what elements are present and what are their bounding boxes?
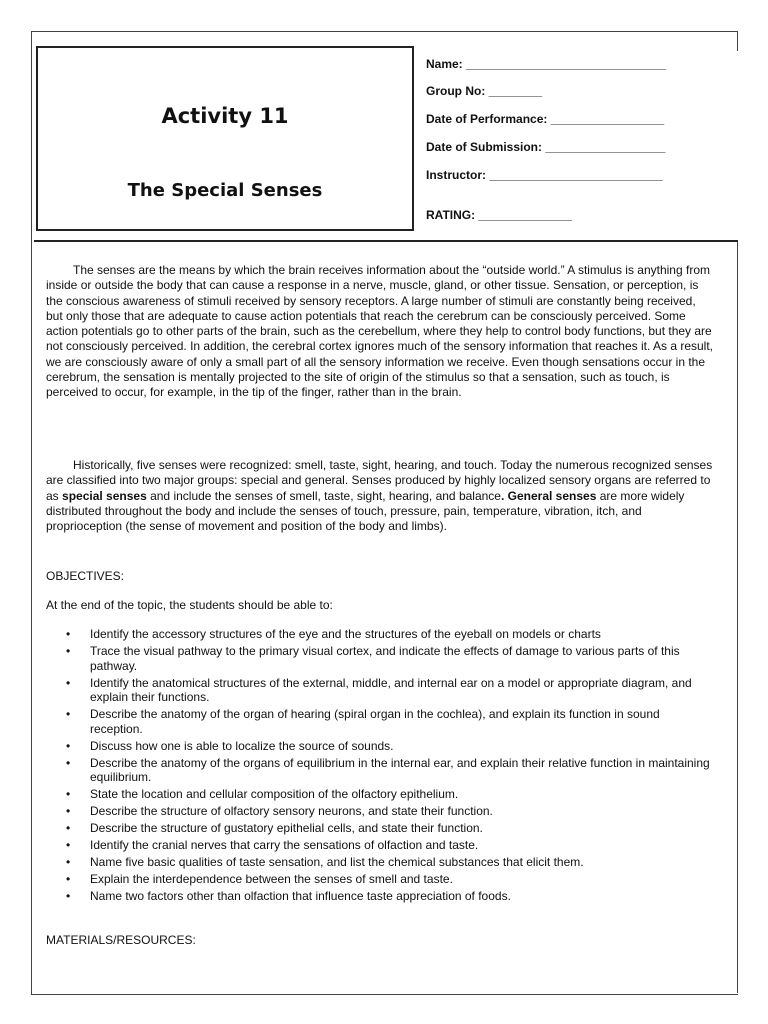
objectives-list bbox=[46, 627, 714, 906]
list-item: • Describe the anatomy of the organs of equilibrium in the internal ear, and explain their relative function in maintaining equilibrium. bbox=[46, 756, 714, 785]
header-divider bbox=[34, 240, 738, 242]
intro-paragraph-1: The senses are the means by which the brain receives information about the “outside world.” A stimulus is anything from inside or outside the body that can cause a response in a nerve, muscle, gland, or other tissue. Sensation, or perception, is the conscious awareness of stimuli received by sensory receptors. A large number of stimuli are constantly being received, but only those that are adequate to cause action potentials that reach the cerebrum can be consciously perceived. Some action potentials go to other parts of the brain, such as the cerebellum, where they help to control body functions, but they are not consciously perceived. In addition, the cerebral cortex ignores much of the sensory information that reaches it. As a result, we are consciously aware of only a small part of all the sensory information we receive. Even though sensations occur in the cerebrum, the sensation is mentally projected to the site of origin of the stimulus so that a sensation, such as touch, is perceived to occur, for example, in the tip of the finger, rather than in the brain. bbox=[46, 263, 714, 400]
page-frame-right-top bbox=[737, 31, 738, 51]
list-item: • Describe the structure of olfactory sensory neurons, and state their function. bbox=[46, 804, 714, 819]
materials-heading: MATERIALS/RESOURCES: bbox=[46, 933, 196, 947]
list-item: • Explain the interdependence between the senses of smell and taste. bbox=[46, 872, 714, 887]
list-item: • Describe the structure of gustatory epithelial cells, and state their function. bbox=[46, 821, 714, 836]
intro-p2-text-c: are more widely distributed throughout the body and include the senses of touch, pressure, pain, temperature, vibration, itch, and proprioception (the sense of movement and position of the body and limbs). bbox=[46, 488, 685, 534]
title-box bbox=[36, 46, 414, 231]
activity-subtitle: The Special Senses bbox=[127, 180, 323, 201]
list-item: • Describe the anatomy of the organ of hearing (spiral organ in the cochlea), and explain its function in sound reception. bbox=[46, 707, 714, 736]
date-of-submission-field[interactable]: Date of Submission: __________________ bbox=[426, 140, 666, 154]
page-frame-right bbox=[737, 240, 738, 993]
intro-p2-text-b: and include the senses of smell, taste, sight, hearing, and balance bbox=[146, 488, 501, 503]
instructor-field[interactable]: Instructor: __________________________ bbox=[426, 168, 663, 182]
date-of-performance-field[interactable]: Date of Performance: _________________ bbox=[426, 112, 665, 126]
group-no-field[interactable]: Group No: ________ bbox=[426, 84, 543, 98]
name-field[interactable]: Name: ______________________________ bbox=[426, 57, 667, 71]
list-item: • Identify the accessory structures of the eye and the structures of the eyeball on models or charts bbox=[46, 627, 714, 642]
objectives-heading: OBJECTIVES: bbox=[46, 569, 125, 583]
activity-title: Activity 11 bbox=[161, 104, 289, 128]
general-senses-term: . General senses bbox=[500, 488, 597, 503]
intro-p2-text-a: Historically, five senses were recognized: smell, taste, sight, hearing, and touch. Today the numerous recognized senses are classified into two major groups: special and general. Senses produced by highly localized sensory organs are referred to as bbox=[46, 458, 713, 503]
intro-paragraph-2 bbox=[46, 458, 714, 534]
list-item: • Identify the anatomical structures of the external, middle, and internal ear on a model or appropriate diagram, and explain their functions. bbox=[46, 676, 714, 705]
special-senses-term: special senses bbox=[62, 488, 147, 503]
list-item: • State the location and cellular composition of the olfactory epithelium. bbox=[46, 787, 714, 802]
list-item: • Identify the cranial nerves that carry the sensations of olfaction and taste. bbox=[46, 838, 714, 853]
list-item: • Name two factors other than olfaction that influence taste appreciation of foods. bbox=[46, 889, 714, 904]
list-item: • Name five basic qualities of taste sensation, and list the chemical substances that elicit them. bbox=[46, 855, 714, 870]
list-item: • Discuss how one is able to localize the source of sounds. bbox=[46, 739, 714, 754]
rating-field[interactable]: RATING: ______________ bbox=[426, 208, 572, 222]
list-item: • Trace the visual pathway to the primary visual cortex, and indicate the effects of damage to various parts of this pathway. bbox=[46, 644, 714, 673]
objectives-lead: At the end of the topic, the students should be able to: bbox=[46, 598, 333, 612]
